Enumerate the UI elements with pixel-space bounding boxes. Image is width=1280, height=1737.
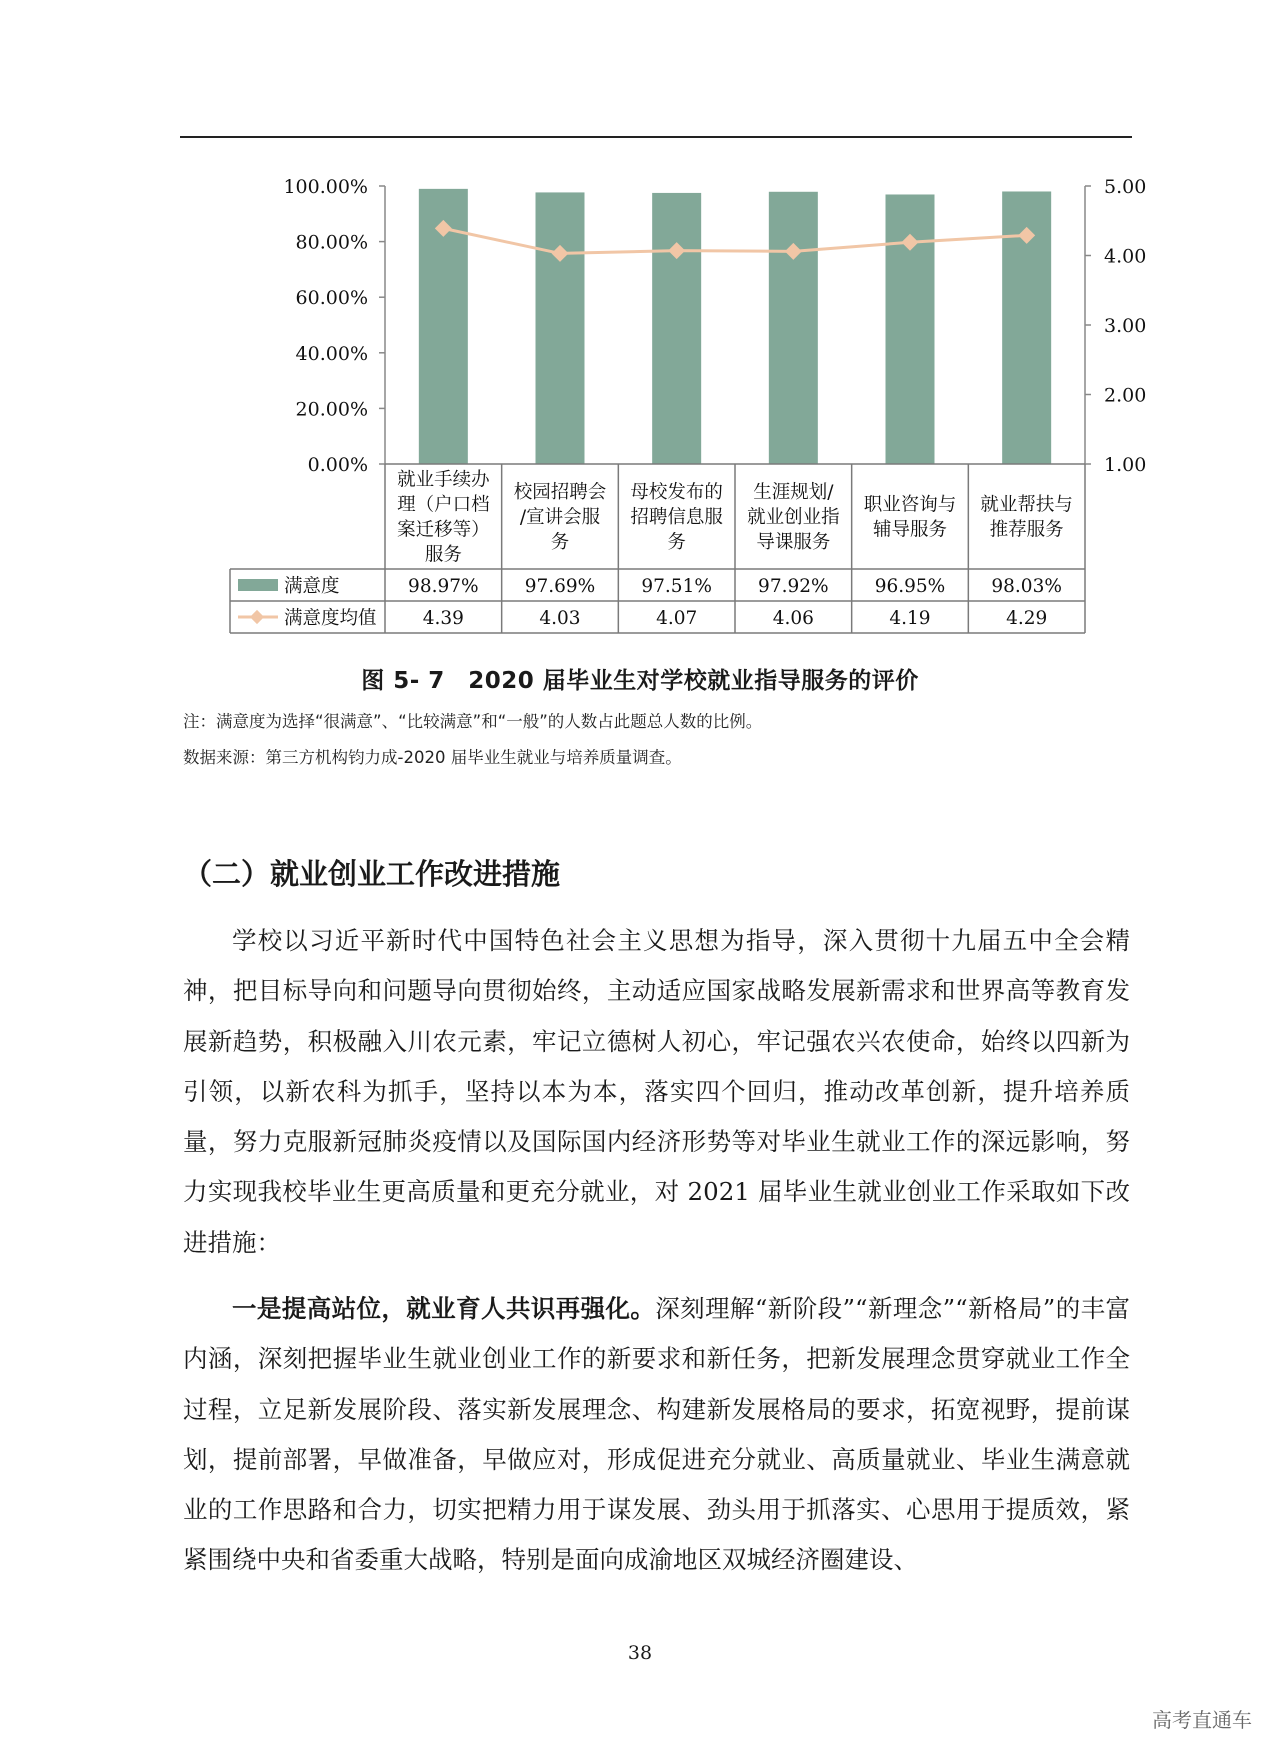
data-label-line: 4.03 <box>539 608 581 629</box>
left-tick-label: 20.00% <box>295 398 368 421</box>
data-label-line: 4.39 <box>422 608 464 629</box>
legend-swatch-bar <box>238 579 278 591</box>
watermark: 高考直通车 <box>1152 1708 1252 1732</box>
data-label-bar: 97.69% <box>524 576 596 597</box>
figure-caption: 图 5- 7 2020 届毕业生对学校就业指导服务的评价 <box>361 668 919 694</box>
section-heading: （二）就业创业工作改进措施 <box>183 857 561 891</box>
category-label: 就业手续办 <box>397 469 490 491</box>
right-tick-label: 1.00 <box>1104 454 1147 476</box>
data-label-bar: 98.97% <box>408 576 479 597</box>
category-label: 推荐服务 <box>989 519 1064 541</box>
paragraph-body: 深刻理解“新阶段”“新理念”“新格局”的丰富内涵，深刻把握毕业生就业创业工作的新要求和新任务，把新发展理念贯穿就业工作全过程，立足新发展阶段、落实新发展理念、构建新发展格局的要求，拓宽视野，提前谋划，提前部署，早做准备，早做应对，形成促进充分就业、高质量就业、毕业生满意就业的工作思路和合力，切实把精力用于谋发展、劲头用于抓落实、心思用于提质效，紧紧围绕中央和省委重大战略，特别是面向成渝地区双城经济圈建设、 <box>183 1294 1131 1575</box>
note-definition: 注：满意度为选择“很满意”、“比较满意”和“一般”的人数占此题总人数的比例。 <box>183 712 763 731</box>
note-source: 数据来源：第三方机构钧力成-2020 届毕业生就业与培养质量调查。 <box>183 748 682 767</box>
left-tick-label: 0.00% <box>307 454 368 476</box>
bar <box>652 193 701 464</box>
data-label-line: 4.06 <box>772 608 814 629</box>
data-label-line: 4.19 <box>889 608 931 629</box>
category-label: 就业帮扶与 <box>980 494 1073 516</box>
category-label: 案迁移等） <box>397 519 490 541</box>
bar <box>536 192 585 464</box>
paragraph-measure-1 <box>183 1284 1130 1586</box>
legend-label-bar: 满意度 <box>284 576 340 597</box>
legend-swatch-marker <box>250 610 264 624</box>
right-tick-label: 5.00 <box>1104 176 1147 198</box>
category-label: 母校发布的 <box>630 482 723 503</box>
page-number: 38 <box>627 1642 653 1664</box>
category-label: 务 <box>550 532 570 553</box>
category-label: 生涯规划/ <box>753 482 834 503</box>
left-tick-label: 80.00% <box>295 231 368 254</box>
category-label: 校园招聘会 <box>513 482 607 503</box>
data-label-bar: 97.92% <box>758 576 829 597</box>
bar-series <box>419 189 1051 464</box>
category-label: 辅导服务 <box>872 519 948 541</box>
left-tick-label: 60.00% <box>295 287 368 310</box>
category-label: 招聘信息服 <box>630 507 723 528</box>
data-label-line: 4.07 <box>656 608 698 629</box>
paragraph-intro: 学校以习近平新时代中国特色社会主义思想为指导，深入贯彻十九届五中全会精神，把目标导向和问题导向贯彻始终，主动适应国家战略发展新需求和世界高等教育发展新趋势，积极融入川农元素，牢记立德树人初心，牢记强农兴农使命，始终以四新为引领，以新农科为抓手，坚持以本为本，落实四个回归，推动改革创新，提升培养质量，努力克服新冠肺炎疫情以及国际国内经济形势等对毕业生就业工作的深远影响，努力实现我校毕业生更高质量和更充分就业，对 2021 届毕业生就业创业工作采取如下改进措施： <box>183 926 1130 1257</box>
data-label-bar: 96.95% <box>874 576 946 597</box>
category-label: 务 <box>667 532 686 553</box>
category-label: 理（户口档 <box>397 494 490 516</box>
paragraph-lead: 一是提高站位，就业育人共识再强化。 <box>232 1294 656 1323</box>
bar <box>769 192 818 464</box>
data-label-bar: 98.03% <box>991 576 1062 597</box>
line-series <box>435 220 1035 262</box>
data-table <box>230 464 1085 633</box>
satisfaction-chart <box>0 0 1280 650</box>
category-label: 职业咨询与 <box>863 494 957 516</box>
category-label: 就业创业指 <box>747 507 840 528</box>
mean-line <box>443 228 1026 253</box>
left-tick-label: 40.00% <box>295 342 368 365</box>
category-label: 导课服务 <box>756 532 831 553</box>
category-label: 服务 <box>424 544 462 566</box>
data-label-bar: 97.51% <box>641 576 712 597</box>
right-tick-label: 3.00 <box>1104 315 1147 337</box>
data-label-line: 4.29 <box>1006 608 1048 629</box>
right-tick-label: 4.00 <box>1104 245 1147 268</box>
category-label: /宣讲会服 <box>519 507 601 528</box>
legend-label-line: 满意度均值 <box>284 608 377 629</box>
left-tick-label: 100.00% <box>283 176 368 198</box>
right-tick-label: 2.00 <box>1104 384 1147 407</box>
